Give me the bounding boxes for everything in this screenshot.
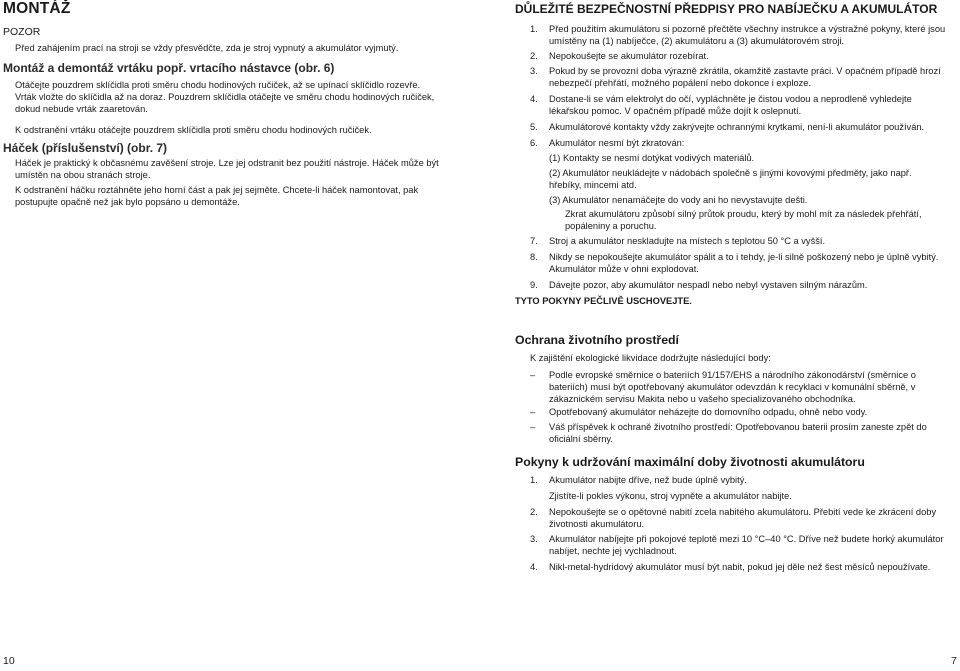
environment-item-3-dash: –: [530, 422, 536, 432]
safety-subitem-1-text: (1) Kontakty se nesmí dotýkat vodivých materiálů.: [549, 153, 755, 163]
section-hook-paragraph-2: K odstranění háčku roztáhněte jeho horní část a pak jej sejměte. Chcete-li háček namontovat, pak postupujte opačně než jak bylo popsáno u demontáže.: [15, 185, 419, 207]
battery-life-item-2-text: Nepokoušejte se o opětovné nabití zcela nabitého akumulátoru. Přebití vede ke zkrácení doby životnosti akumulátoru.: [549, 507, 937, 529]
environment-item-3-text: Váš příspěvek k ochraně životního prostředí: Opotřebovanou baterii prosím zaneste zpět do oficiální sběrny.: [549, 422, 927, 444]
safety-item-2-number: 2.: [530, 51, 538, 61]
safety-item-2-text: Nepokoušejte se akumulátor rozebírat.: [549, 51, 709, 61]
safety-subitem-2-text: (2) Akumulátor neukládejte v nádobách společně s jinými kovovými předměty, jako např. hřebíky, mincemi atd.: [549, 168, 912, 190]
safety-item-5-text: Akumulátorové kontakty vždy zakrývejte ochrannými krytkami, není-li akumulátor používán.: [549, 122, 925, 132]
section-drill-paragraph-1: Otáčejte pouzdrem sklíčidla proti směru chodu hodinových ručiček, až se upínací sklíčidlo rozevře. Vrták vložte do sklíčidla až na doraz. Pouzdrem sklíčidla otáčejte ve směru chodu hodinových ručiček, dokud nebude vrták zaaretován.: [15, 80, 435, 114]
environment-item-2-text: Opotřebovaný akumulátor neházejte do domovního odpadu, ohně nebo vody.: [549, 407, 868, 417]
caution-label: POZOR: [3, 26, 41, 38]
environment-intro: K zajištění ekologické likvidace dodržujte následující body:: [530, 353, 771, 363]
battery-life-item-1-text: Akumulátor nabijte dříve, než bude úplně vybitý.: [549, 475, 747, 485]
section-drill-paragraph-2: K odstranění vrtáku otáčejte pouzdrem sklíčidla proti směru chodu hodinových ručiček.: [15, 125, 372, 135]
safety-item-3-number: 3.: [530, 66, 538, 76]
battery-life-item-4-number: 4.: [530, 562, 538, 572]
safety-subitem-3-text: (3) Akumulátor nenamáčejte do vody ani ho nevystavujte dešti.: [549, 195, 808, 205]
battery-life-item-3-text: Akumulátor nabíjejte při pokojové teplotě mezi 10 °C–40 °C. Dříve než budete horký akumulátor nabíjet, nechte jej vychladnout.: [549, 534, 944, 556]
battery-life-item-2-number: 2.: [530, 507, 538, 517]
battery-life-item-1-number: 1.: [530, 475, 538, 485]
page-number-left: 10: [3, 655, 15, 667]
safety-item-8-number: 8.: [530, 252, 538, 262]
section-heading-hook: Háček (příslušenství) (obr. 7): [3, 141, 168, 155]
safety-title: DŮLEŽITÉ BEZPEČNOSTNÍ PŘEDPISY PRO NABÍJEČKU A AKUMULÁTOR: [515, 2, 938, 16]
caution-text: Před zahájením prací na stroji se vždy přesvědčte, zda je stroj vypnutý a akumulátor vyjmutý.: [15, 43, 399, 53]
keep-instructions: TYTO POKYNY PEČLIVĚ USCHOVEJTE.: [515, 296, 692, 306]
safety-item-5-number: 5.: [530, 122, 538, 132]
page-title: MONTÁŽ: [3, 0, 71, 17]
safety-item-3-text: Pokud by se provozní doba výrazně zkrátila, okamžitě zastavte práci. V opačném případě hrozí nebezpečí přehřátí, možného popálení nebo dokonce i exploze.: [549, 66, 941, 88]
safety-item-7-number: 7.: [530, 236, 538, 246]
battery-life-note-text: Zjistíte-li pokles výkonu, stroj vypněte a akumulátor nabijte.: [549, 491, 792, 501]
battery-life-heading: Pokyny k udržování maximální doby životnosti akumulátoru: [515, 455, 865, 469]
safety-item-1-number: 1.: [530, 24, 538, 34]
safety-item-4-text: Dostane-li se vám elektrolyt do očí, vypláchněte je čistou vodou a neprodleně vyhledejte lékařskou pomoc. V opačném případě může dojít k oslepnutí.: [549, 94, 912, 116]
environment-heading: Ochrana životního prostředí: [515, 333, 679, 347]
environment-item-1-dash: –: [530, 370, 536, 380]
safety-item-1-text: Před použitím akumulátoru si pozorně přečtěte všechny instrukce a výstražné pokyny, které jsou umístěny na (1) nabíječce, (2) akumulátoru a (3) akumulátorovém stroji.: [549, 24, 946, 46]
safety-subitem-note-text: Zkrat akumulátoru způsobí silný průtok proudu, který by mohl mít za následek přehřátí, popáleniny a poruchu.: [565, 209, 922, 231]
battery-life-item-3-number: 3.: [530, 534, 538, 544]
section-heading-drill: Montáž a demontáž vrtáku popř. vrtacího nástavce (obr. 6): [3, 61, 335, 75]
page-number-right: 7: [951, 655, 957, 667]
safety-item-4-number: 4.: [530, 94, 538, 104]
safety-item-9-number: 9.: [530, 280, 538, 290]
safety-item-7-text: Stroj a akumulátor neskladujte na místech s teplotou 50 °C a vyšší.: [549, 236, 826, 246]
environment-item-1-text: Podle evropské směrnice o bateriích 91/157/EHS a národního zákonodárství (směrnice o bateriích) musí být opotřebovaný akumulátor odevzdán k recyklaci v komunální sběrně, v zákaznickém servisu Makita nebo u vašeho specializovaného obchodníka.: [549, 370, 916, 404]
section-hook-paragraph-1: Háček je praktický k občasnému zavěšení stroje. Lze jej odstranit bez použití nástroje. Háček může být umístěn na obou stranách stroje.: [15, 158, 439, 180]
safety-item-6-text: Akumulátor nesmí být zkratován:: [549, 138, 685, 148]
battery-life-item-4-text: Nikl-metal-hydridový akumulátor musí být nabit, pokud jej děle než šest měsíců nepoužívate.: [549, 562, 931, 572]
safety-item-9-text: Dávejte pozor, aby akumulátor nespadl nebo nebyl vystaven silným nárazům.: [549, 280, 868, 290]
environment-item-2-dash: –: [530, 407, 536, 417]
safety-item-8-text: Nikdy se nepokoušejte akumulátor spálit a to i tehdy, je-li silně poškozený nebo je úplně vybitý. Akumulátor může v ohni explodovat.: [549, 252, 939, 274]
safety-item-6-number: 6.: [530, 138, 538, 148]
